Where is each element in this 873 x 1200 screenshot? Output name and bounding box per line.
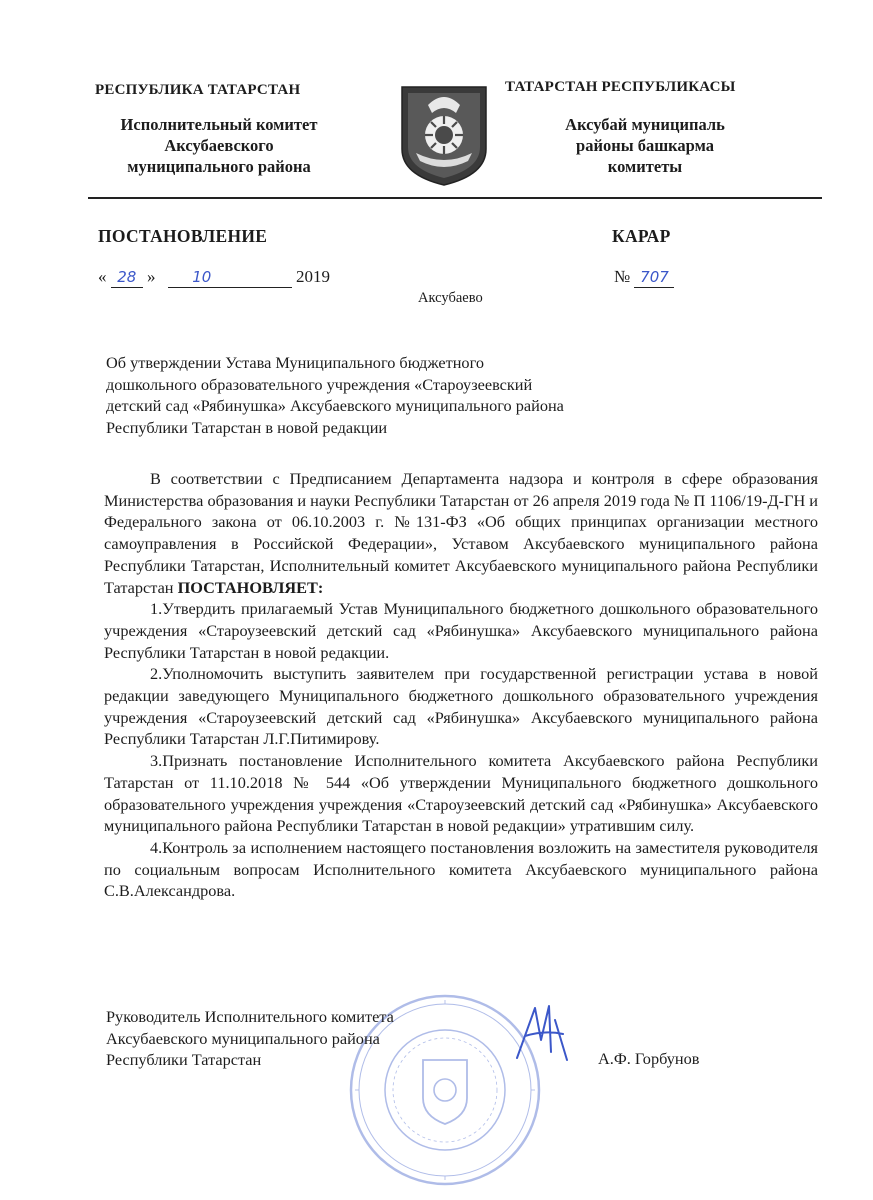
resolution-item: 2.Уполномочить выступить заявителем при государственной регистрации устава в новой редакции заведующего Муниципального бюджетного дошкольного образовательного учреждения учреждения «Староузеевский детский сад «Рябинушка» Аксубаевского муниципального района Республики Татарстан Л.Г.Питимирову. — [104, 664, 818, 749]
header-divider — [88, 197, 822, 199]
title-line: детский сад «Рябинушка» Аксубаевского муниципального района — [106, 396, 564, 415]
resolution-item: 3.Признать постановление Исполнительного комитета Аксубаевского района Республики Татарстан от 11.10.2018 № 544 «Об утверждении Муниципального бюджетного дошкольного образовательного учреждения учреждения «Староузеевский детский сад «Рябинушка» Аксубаевского муниципального района Республики Татарстан в новой редакции» утратившим силу. — [104, 751, 818, 836]
issuing-body-ru-line: муниципального района — [127, 157, 311, 176]
title-line: дошкольного образовательного учреждения «Староузеевский — [106, 374, 533, 394]
issuing-body-tt — [530, 114, 760, 177]
signer-position — [106, 1006, 394, 1071]
document-type-ru: ПОСТАНОВЛЕНИЕ — [98, 226, 268, 246]
signer-position-line: Руководитель Исполнительного комитета — [106, 1007, 394, 1026]
number-handwritten: 707 — [640, 268, 669, 286]
preamble-text: В соответствии с Предписанием Департамента надзора и контроля в сфере образования Министерства образования и науки Республики Татарстан от 26 апреля 2019 года № П 1106/19-Д-ГН и Федерального закона от 06.10.2003 г. №131-ФЗ «Об общих принципах организации местного самоуправления в Российской Федерации», Уставом Аксубаевского муниципального района Республики Татарстан, Исполнительный комитет Аксубаевского муниципального района Республики Татарстан — [104, 469, 818, 597]
resolution-item: 1.Утвердить прилагаемый Устав Муниципального бюджетного дошкольного образовательного учреждения «Староузеевский детский сад «Рябинушка» Аксубаевского муниципального района Республики Татарстан в новой редакции. — [104, 599, 818, 662]
preamble-paragraph — [104, 468, 818, 598]
document-date — [98, 267, 330, 288]
handwritten-signature-icon — [505, 1000, 575, 1070]
decree-word: ПОСТАНОВЛЯЕТ: — [177, 577, 324, 597]
date-day-handwritten: 28 — [117, 268, 137, 286]
date-close-quote: » — [147, 267, 156, 286]
date-year: 2019 — [296, 267, 330, 286]
number-sign: № — [614, 267, 631, 286]
issuing-body-tt-line: районы башкарма — [576, 136, 714, 155]
document-title — [106, 352, 726, 438]
republic-name-tt: ТАТАРСТАН РЕСПУБЛИКАСЫ — [505, 79, 736, 95]
signer-position-line: Республики Татарстан — [106, 1050, 262, 1069]
resolution-item: 4.Контроль за исполнением настоящего постановления возложить на заместителя руководителя по социальным вопросам Исполнительного комитета Аксубаевского муниципального района С.В.Александрова. — [104, 837, 818, 901]
date-month-field — [168, 267, 292, 288]
title-line: Республики Татарстан в новой редакции — [106, 417, 388, 437]
signer-position-line: Аксубаевского муниципального района — [106, 1028, 380, 1048]
issuing-body-ru-line: Аксубаевского — [164, 136, 274, 155]
date-month-handwritten: 10 — [192, 268, 212, 286]
date-day-field — [111, 267, 143, 288]
document-place: Аксубаево — [418, 290, 483, 306]
signer-name: А.Ф. Горбунов — [598, 1049, 700, 1068]
coat-of-arms-icon — [398, 83, 490, 187]
date-open-quote: « — [98, 267, 107, 286]
issuing-body-ru — [88, 114, 350, 177]
title-line: Об утверждении Устава Муниципального бюджетного — [106, 353, 484, 372]
issuing-body-tt-line: Аксубай муниципаль — [565, 115, 725, 134]
document-body — [104, 468, 818, 902]
document-type-tt: КАРАР — [612, 226, 671, 246]
document-number — [614, 267, 674, 288]
number-field — [634, 267, 674, 288]
issuing-body-ru-line: Исполнительный комитет — [120, 115, 318, 134]
republic-name-ru: РЕСПУБЛИКА ТАТАРСТАН — [95, 82, 301, 98]
issuing-body-tt-line: комитеты — [607, 157, 683, 176]
